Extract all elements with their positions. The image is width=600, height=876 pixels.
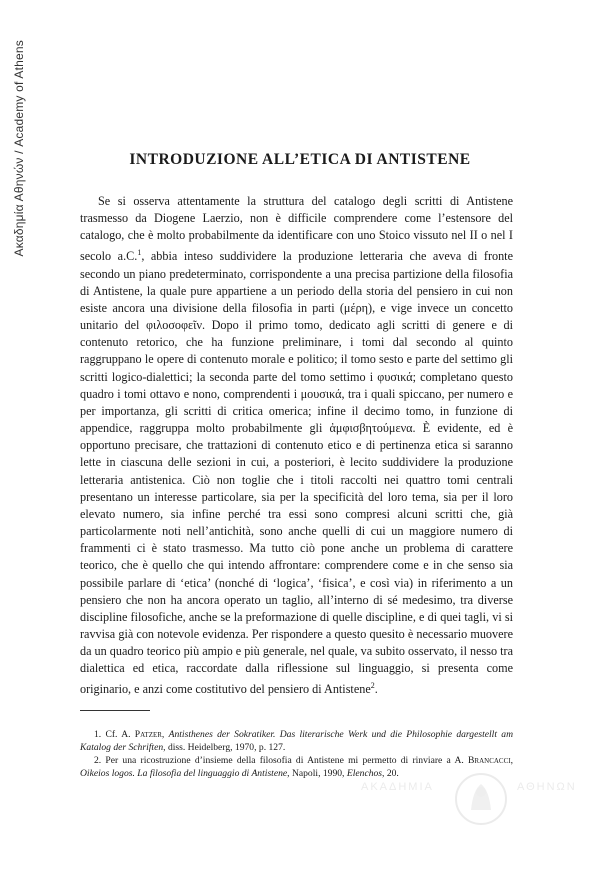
footnote-2-series: Elenchos — [346, 768, 383, 779]
footnote-2: 2. Per una ricostruzione d’insieme della filosofia di Antistene mi permetto di rinviare a A. Brancacci, Oikeios logos. La filosofia del linguaggio di Antistene, Napoli, 1990, Elenchos, 20. — [80, 755, 513, 779]
footnotes — [80, 728, 513, 780]
watermark-left-text: ΑΚΑΔΗΜΙΑ — [361, 781, 434, 793]
text-part-1: Se si osserva attentamente la struttura del catalogo degli scritti di Antistene trasmesso da Diogene Laerzio, non è difficile comprendere come l’estensore del catalogo, che è molto probabilmente da identificare con uno Stoico vissuto nel II o nel I secolo a.C. — [80, 194, 513, 264]
page-title: INTRODUZIONE ALL’ETICA DI ANTISTENE — [129, 151, 471, 168]
side-archive-label: Ακαδημία Αθηνών / Academy of Athens — [12, 40, 26, 257]
footnote-ref-1[interactable]: 1 — [137, 248, 142, 258]
footnote-ref-2[interactable]: 2 — [370, 681, 375, 691]
main-text — [80, 193, 513, 699]
footnote-1-author: Patzer — [134, 729, 162, 740]
text-part-2: , abbia inteso suddividere la produzione letteraria che aveva di fronte secondo un piano predeterminato, corrispondente a una precisa partizione della filosofia di Antistene, la quale pure appartiene a un periodo della storia del pensiero in cui non esiste ancora una divisione della filosofia in parti (μέρη), e vige invece un concetto unitario del φιλοσοφεῖν. Dopo il primo tomo, dedicato agli scritti di genere e di contenuto retorico, che ha funzione preliminare, i tomi dal secondo al quinto raggruppano le opere di contenuto morale e politico; il tomo sesto e parte del settimo gli scritti logico-dialettici; la seconda parte del tomo settimo i φυσικά; completano questo quadro i tomi ottavo e nono, comprendenti i μουσικά, tra i quali spiccano, per numero e per importanza, gli scritti di critica omerica; infine il decimo tomo, in funzione di appendice, raggruppa molto probabilmente gli ἀμφισβητούμενα. È evidente, ed è opportuno precisare, che trattazioni di contenuto etico e di pertinenza etica si saranno lette in ciascuna delle sezioni in cui, a posteriori, è lecito suddividere la produzione letteraria antistenica. Ciò non toglie che i titoli raccolti nei quattro tomi centrali presentano un interesse particolare, sia per la specificità del loro tema, sia per il loro elevato numero, sia infine perché tra essi sono compresi alcuni scritti che, già particolarmente noti nell’antichità, sono anche quelli di cui un maggiore numero di frammenti ci è stato trasmesso. Ma tutto ciò pone anche un problema di carattere teorico, che è quello che qui intendo affrontare: comprendere come e in che senso sia possibile parlare di ‘etica’ (nonché di ‘logica’, ‘fisica’, e così via) in riferimento a un pensiero che non ha ancora operato un taglio, all’interno di sé medesimo, tra diverse discipline filosofiche, anche se la preformazione di quelle discipline, e di quei tagli, vi si ravvisa già con notevole evidenza. Per rispondere a questo quesito è necessario muovere da un quadro teorico più ampio e più generale, nel quale, va subito osservato, il nesso tra dialettica ed etica, raccordate dalla riflessione sul linguaggio, si presenta come originario, e anzi come costitutivo del pensiero di Antistene — [80, 249, 513, 697]
watermark — [355, 776, 575, 826]
footnote-separator — [80, 710, 150, 711]
text-end: . — [374, 682, 378, 697]
footnote-1-title: Antisthenes der Sokratiker. Das literarische Werk und die Philosophie dargestellt am Katalog der Schriften — [80, 729, 513, 753]
paragraph — [80, 193, 513, 699]
footnote-2-title: Oikeios logos. La filosofia del linguaggio di Antistene — [80, 768, 288, 779]
footnote-2-author: Brancacci — [468, 755, 511, 766]
footnote-1: 1. Cf. A. Patzer, Antisthenes der Sokratiker. Das literarische Werk und die Philosophie dargestellt am Katalog der Schriften, diss. Heidelberg, 1970, p. 127. — [80, 729, 513, 753]
watermark-right-text: ΑΘΗΝΩΝ — [517, 781, 577, 793]
